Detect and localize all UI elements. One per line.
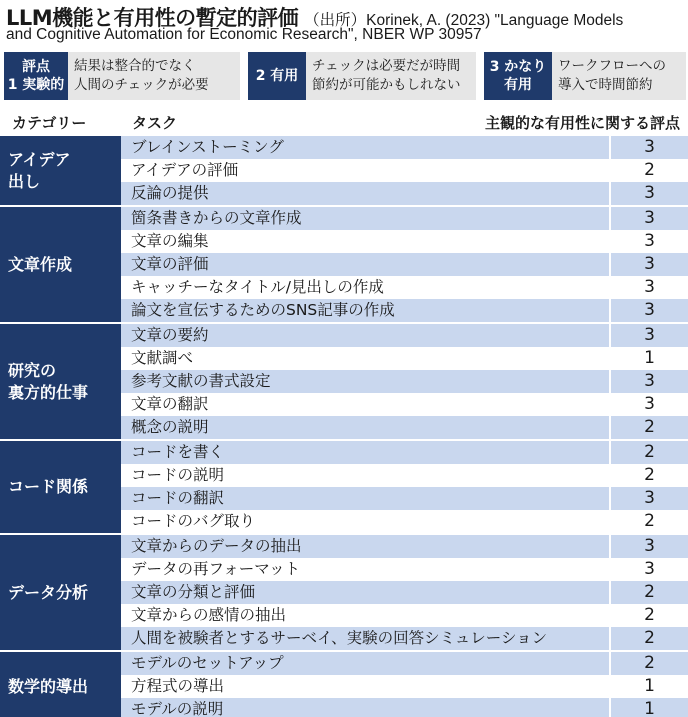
score-cell: 3 (611, 535, 688, 558)
legend-key-2 (248, 52, 306, 100)
source-line-2: and Cognitive Automation for Economic Research", NBER WP 30957 (6, 26, 482, 43)
task-cell: 文章の要約 (121, 324, 611, 347)
legend-desc-3 (552, 52, 686, 100)
score-cell: 2 (644, 465, 655, 485)
category-group (0, 441, 688, 535)
table-row (121, 510, 688, 533)
task-table (0, 136, 688, 717)
legend-desc-3-line1: ワークフローへの (558, 58, 666, 74)
task-cell: 文章の評価 (121, 253, 611, 276)
task-cell: 文章からの感情の抽出 (121, 604, 611, 627)
legend-key-3 (484, 52, 552, 100)
task-cell: 人間を被験者とするサーベイ、実験の回答シミュレーション (121, 627, 611, 650)
score-cell: 3 (611, 253, 688, 276)
table-row (121, 416, 688, 439)
score-cell: 2 (611, 652, 688, 675)
table-row (121, 652, 688, 675)
table-row (121, 159, 688, 182)
category-label: アイデア 出し (8, 149, 71, 191)
task-cell: データの再フォーマット (121, 558, 611, 581)
category-cell (0, 324, 121, 439)
legend-key-1 (4, 52, 68, 100)
score-cell: 2 (611, 416, 688, 439)
table-row (121, 627, 688, 650)
category-cell (0, 652, 121, 717)
task-cell: 箇条書きからの文章作成 (121, 207, 611, 230)
column-header-score: 主観的な有用性に関する評点 (484, 114, 680, 132)
task-cell: アイデアの評価 (121, 159, 611, 182)
table-row (121, 276, 688, 299)
table-row (121, 182, 688, 205)
legend-item-1 (4, 52, 240, 100)
title-line (6, 2, 686, 30)
table-row (121, 535, 688, 558)
task-cell: コードの翻訳 (121, 487, 611, 510)
category-group (0, 324, 688, 441)
score-cell: 3 (611, 136, 688, 159)
score-cell: 3 (611, 370, 688, 393)
table-row (121, 487, 688, 510)
table-row (121, 370, 688, 393)
score-cell: 3 (611, 299, 688, 322)
legend-item-2 (248, 52, 476, 100)
task-cell: 概念の説明 (121, 416, 611, 439)
page-title: LLM機能と有用性の暫定的評価 (6, 6, 299, 30)
category-cell (0, 136, 121, 205)
task-cell: コードのバグ取り (121, 510, 611, 533)
category-group (0, 652, 688, 717)
legend-desc-1-line2: 人間のチェックが必要 (74, 77, 209, 93)
title-block (6, 2, 686, 48)
score-cell: 1 (644, 348, 655, 368)
category-group (0, 535, 688, 652)
score-cell: 1 (644, 676, 655, 696)
legend-desc-1-line1: 結果は整合的でなく (74, 58, 196, 74)
score-cell: 2 (611, 581, 688, 604)
score-cell: 3 (644, 277, 655, 297)
task-cell: 反論の提供 (121, 182, 611, 205)
category-group (0, 207, 688, 324)
task-cell: モデルのセットアップ (121, 652, 611, 675)
column-header-category: カテゴリー (12, 114, 87, 132)
category-label: データ分析 (8, 582, 89, 602)
score-cell: 2 (644, 605, 655, 625)
legend-key-1-line1: 評点 (22, 59, 50, 75)
table-row (121, 698, 688, 717)
score-cell: 2 (644, 160, 655, 180)
task-cell: 文章からのデータの抽出 (121, 535, 611, 558)
task-cell: 論文を宣伝するためのSNS記事の作成 (121, 299, 611, 322)
source-line-1: （出所）Korinek, A. (2023) "Language Models (304, 12, 624, 29)
legend-key-3-line1: 3 かなり (489, 59, 547, 75)
table-row (121, 604, 688, 627)
category-label: 文章作成 (8, 254, 73, 274)
category-cell (0, 207, 121, 322)
task-cell: コードの説明 (121, 464, 611, 487)
table-row (121, 441, 688, 464)
score-legend (4, 52, 688, 100)
task-cell: 文献調べ (121, 347, 611, 370)
task-cell: コードを書く (121, 441, 611, 464)
score-cell: 2 (611, 627, 688, 650)
score-cell: 3 (644, 559, 655, 579)
task-cell: キャッチーなタイトル/見出しの作成 (121, 276, 611, 299)
table-row (121, 136, 688, 159)
table-row (121, 464, 688, 487)
table-row (121, 675, 688, 698)
legend-item-3 (484, 52, 686, 100)
score-cell: 3 (644, 394, 655, 414)
column-header-task: タスク (132, 114, 178, 132)
table-row (121, 393, 688, 416)
table-row (121, 347, 688, 370)
table-row (121, 207, 688, 230)
score-cell: 1 (611, 698, 688, 717)
table-row (121, 581, 688, 604)
score-cell: 3 (644, 231, 655, 251)
table-row (121, 253, 688, 276)
legend-key-3-line2: 有用 (504, 77, 532, 93)
category-label: コード関係 (8, 477, 89, 496)
category-cell (0, 441, 121, 533)
table-header (0, 110, 688, 134)
task-cell: ブレインストーミング (121, 136, 611, 159)
task-cell: 文章の編集 (121, 230, 611, 253)
legend-desc-2-line1: チェックは必要だが時間 (312, 58, 461, 74)
table-row (121, 324, 688, 347)
category-group (0, 136, 688, 207)
category-label: 数学的導出 (8, 676, 89, 696)
category-cell (0, 535, 121, 650)
task-cell: モデルの説明 (121, 698, 611, 717)
legend-key-1-line2: 1 実験的 (7, 77, 65, 93)
table-row (121, 558, 688, 581)
task-cell: 参考文献の書式設定 (121, 370, 611, 393)
task-cell: 文章の翻訳 (121, 393, 611, 416)
legend-desc-2 (306, 52, 476, 100)
legend-desc-3-line2: 導入で時間節約 (558, 77, 653, 93)
task-cell: 方程式の導出 (121, 675, 611, 698)
score-cell: 3 (611, 182, 688, 205)
legend-desc-1 (68, 52, 240, 100)
score-cell: 2 (611, 441, 688, 464)
score-cell: 3 (611, 324, 688, 347)
score-cell: 2 (644, 511, 655, 531)
table-row (121, 230, 688, 253)
score-cell: 3 (611, 487, 688, 510)
task-cell: 文章の分類と評価 (121, 581, 611, 604)
legend-desc-2-line2: 節約が可能かもしれない (312, 77, 461, 93)
legend-key-2-line1: 2 有用 (255, 68, 299, 84)
category-label: 研究の 裏方的仕事 (8, 360, 89, 402)
table-row (121, 299, 688, 322)
score-cell: 3 (611, 207, 688, 230)
